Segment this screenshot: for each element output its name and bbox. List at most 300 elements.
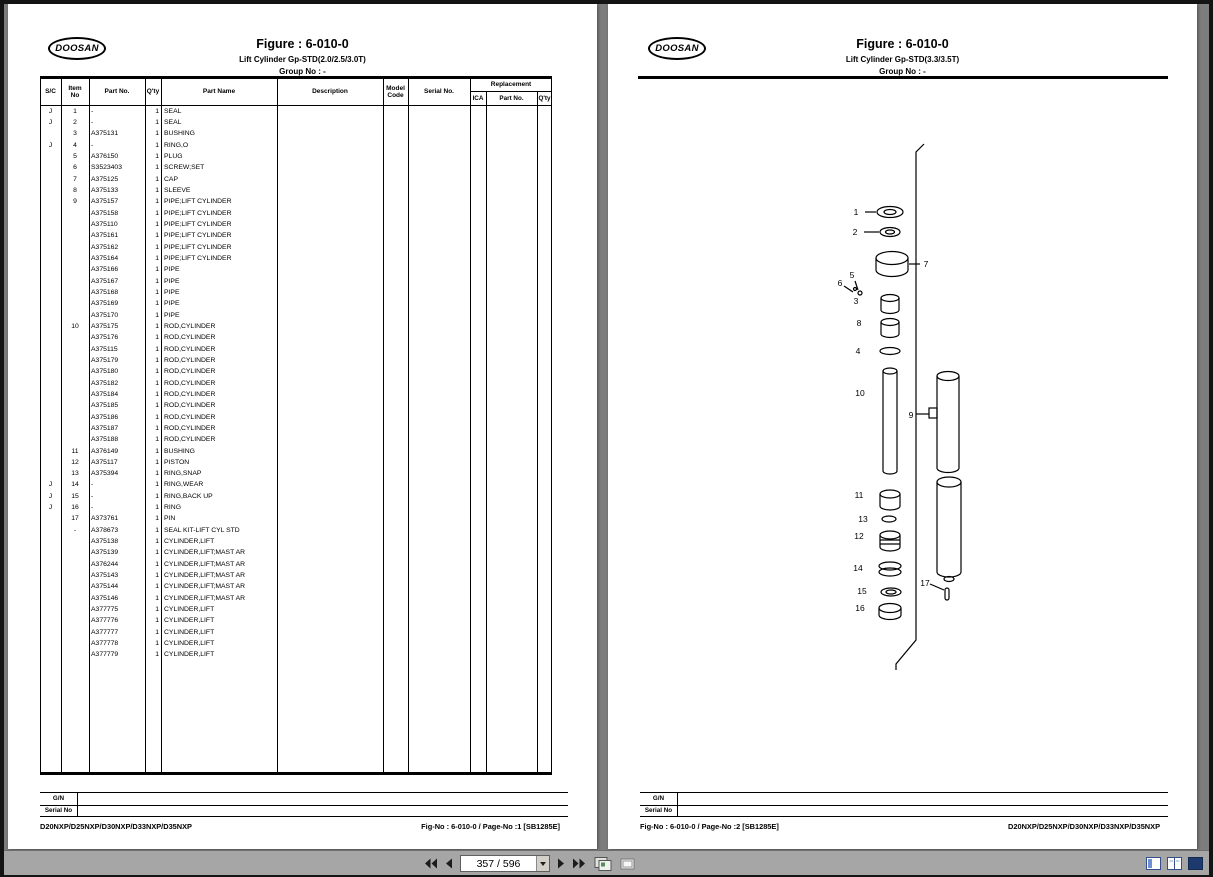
- cell-part: -: [91, 107, 94, 115]
- cell-qty: 1: [155, 209, 159, 217]
- cell-part: A375157: [91, 198, 119, 206]
- cell-qty: 1: [155, 538, 159, 546]
- diagram-item-number: 13: [858, 514, 868, 524]
- facing-pages-icon: [1167, 857, 1182, 870]
- cell-part: A375138: [91, 538, 119, 546]
- table-row: [40, 638, 552, 649]
- cell-name: CYLINDER,LIFT;MAST AR: [164, 572, 246, 580]
- cell-name: BUSHING: [164, 130, 195, 138]
- cell-name: ROD,CYLINDER: [164, 334, 216, 342]
- table-row: [40, 559, 552, 570]
- cell-part: A375144: [91, 583, 119, 591]
- cell-qty: 1: [155, 368, 159, 376]
- cell-name: CYLINDER,LIFT: [164, 606, 215, 614]
- cell-item: 15: [71, 492, 79, 500]
- cell-qty: 1: [155, 628, 159, 636]
- table-row: [40, 570, 552, 581]
- cell-name: CYLINDER,LIFT;MAST AR: [164, 583, 246, 591]
- table-row: [40, 151, 552, 162]
- table-row: [40, 129, 552, 140]
- cell-qty: 1: [155, 266, 159, 274]
- table-row: [40, 197, 552, 208]
- cell-item: 11: [71, 447, 79, 455]
- full-page-view-button[interactable]: [1188, 856, 1203, 872]
- cell-qty: 1: [155, 481, 159, 489]
- table-row: [40, 367, 552, 378]
- cell-part: A375146: [91, 594, 119, 602]
- table-row: [40, 219, 552, 230]
- cell-part: -: [91, 141, 94, 149]
- cell-name: PIPE: [164, 266, 180, 274]
- cell-item: 13: [71, 470, 79, 478]
- lift-cylinder-exploded-diagram: [608, 4, 1197, 784]
- cell-sc: J: [48, 118, 53, 126]
- fig-page-ref: Fig-No : 6-010-0 / Page-No :1 [SB1285E]: [421, 822, 560, 831]
- cell-part: -: [91, 118, 94, 126]
- cell-qty: 1: [155, 322, 159, 330]
- table-row: [40, 582, 552, 593]
- cell-item: 16: [71, 504, 79, 512]
- cell-item: 7: [73, 175, 77, 183]
- cell-qty: 1: [155, 164, 159, 172]
- cell-name: ROD,CYLINDER: [164, 413, 216, 421]
- table-body: [40, 106, 552, 661]
- group-no: Group No : -: [279, 67, 326, 76]
- cell-name: CAP: [164, 175, 178, 183]
- cell-qty: 1: [155, 594, 159, 602]
- table-row: [40, 117, 552, 128]
- figure-subtitle: Lift Cylinder Gp-STD(3.3/3.5T): [845, 55, 960, 64]
- col-header-replacement-group: [470, 79, 552, 105]
- table-row: [40, 344, 552, 355]
- cell-item: 5: [73, 152, 77, 160]
- cell-part: A375187: [91, 424, 119, 432]
- cell-part: A375143: [91, 572, 119, 580]
- cell-name: CYLINDER,LIFT: [164, 617, 215, 625]
- cell-name: ROD,CYLINDER: [164, 368, 216, 376]
- cell-name: PIPE;LIFT CYLINDER: [164, 254, 232, 262]
- models-footer: D20NXP/D25NXP/D30NXP/D33NXP/D35NXP: [40, 822, 192, 831]
- table-row: [40, 231, 552, 242]
- table-row: [40, 140, 552, 151]
- cell-qty: 1: [155, 640, 159, 648]
- page-dropdown-button[interactable]: [536, 856, 549, 871]
- cell-name: PIPE;LIFT CYLINDER: [164, 198, 232, 206]
- cell-name: ROD,CYLINDER: [164, 424, 216, 432]
- cell-name: PIN: [164, 515, 176, 523]
- cell-item: 6: [73, 164, 77, 172]
- diagram-item-number: 11: [854, 490, 864, 500]
- diagram-item-number: 9: [908, 410, 914, 420]
- page-left: [8, 4, 597, 849]
- cell-item: 2: [73, 118, 77, 126]
- cell-name: CYLINDER,LIFT;MAST AR: [164, 560, 246, 568]
- cell-name: SLEEVE: [164, 186, 191, 194]
- cell-item: 8: [73, 186, 77, 194]
- cell-qty: 1: [155, 549, 159, 557]
- capture-page-icon: [593, 856, 612, 871]
- cell-name: PIPE: [164, 288, 180, 296]
- cell-name: RING,BACK UP: [164, 492, 213, 500]
- cell-name: CYLINDER,LIFT: [164, 640, 215, 648]
- prev-page-button[interactable]: [445, 856, 453, 872]
- cell-part: A375110: [91, 220, 118, 228]
- cell-qty: 1: [155, 504, 159, 512]
- table-header-row: [40, 79, 552, 105]
- fig-page-ref: Fig-No : 6-010-0 / Page-No :2 [SB1285E]: [640, 822, 779, 831]
- cell-item: 14: [71, 481, 79, 489]
- table-row: [40, 355, 552, 366]
- cell-name: CYLINDER,LIFT: [164, 628, 215, 636]
- cell-part: A376244: [91, 560, 119, 568]
- table-row: [40, 650, 552, 661]
- col-header-part-no: Part No.: [104, 88, 130, 96]
- cell-item: 9: [73, 198, 77, 206]
- cell-qty: 1: [155, 277, 159, 285]
- doosan-logo-text: DOOSAN: [55, 43, 99, 54]
- cell-part: A378673: [91, 526, 119, 534]
- diagram-item-number: 8: [856, 318, 862, 328]
- cell-name: PLUG: [164, 152, 183, 160]
- first-page-icon: [424, 858, 438, 869]
- cell-part: A375188: [91, 436, 119, 444]
- cell-part: A375131: [91, 130, 119, 138]
- cell-qty: 1: [155, 492, 159, 500]
- cell-part: A375139: [91, 549, 119, 557]
- table-row: [40, 174, 552, 185]
- table-row: [40, 265, 552, 276]
- cell-part: A377779: [91, 651, 119, 659]
- cell-part: A375170: [91, 311, 119, 319]
- col-header-sc: S/C: [45, 88, 56, 96]
- cell-qty: 1: [155, 515, 159, 523]
- cell-qty: 1: [155, 254, 159, 262]
- cell-name: PISTON: [164, 458, 190, 466]
- cell-qty: 1: [155, 470, 159, 478]
- col-header-item-no: Item No: [68, 84, 82, 99]
- cell-qty: 1: [155, 288, 159, 296]
- cell-name: CYLINDER,LIFT;MAST AR: [164, 549, 246, 557]
- cell-part: A375117: [91, 458, 118, 466]
- cell-name: ROD,CYLINDER: [164, 402, 216, 410]
- cell-sc: J: [48, 141, 53, 149]
- page-navigation: [424, 851, 636, 876]
- gn-serial-box: [40, 792, 568, 817]
- table-row: [40, 299, 552, 310]
- cell-part: A375167: [91, 277, 119, 285]
- cell-qty: 1: [155, 526, 159, 534]
- cell-qty: 1: [155, 617, 159, 625]
- cell-qty: 1: [155, 300, 159, 308]
- diagram-item-number: 1: [853, 207, 859, 217]
- cell-qty: 1: [155, 458, 159, 466]
- cell-qty: 1: [155, 118, 159, 126]
- cell-name: PIPE;LIFT CYLINDER: [164, 243, 232, 251]
- cell-part: A375180: [91, 368, 119, 376]
- cell-part: A377776: [91, 617, 119, 625]
- col-header-description: Description: [312, 88, 348, 96]
- cell-part: A375394: [91, 470, 119, 478]
- capture-page-button[interactable]: [593, 856, 612, 872]
- table-row: [40, 480, 552, 491]
- first-page-button[interactable]: [424, 856, 438, 872]
- cell-qty: 1: [155, 186, 159, 194]
- col-header-repl-qty: Q'ty: [538, 94, 551, 102]
- cell-qty: 1: [155, 379, 159, 387]
- cell-qty: 1: [155, 606, 159, 614]
- figure-subtitle: Lift Cylinder Gp-STD(2.0/2.5/3.0T): [239, 55, 366, 64]
- table-row: [40, 491, 552, 502]
- table-row: [40, 389, 552, 400]
- gn-label: G/N: [652, 795, 665, 802]
- cell-part: A375179: [91, 356, 119, 364]
- page-right: [608, 4, 1197, 849]
- cell-qty: 1: [155, 436, 159, 444]
- cell-qty: 1: [155, 130, 159, 138]
- diagram-item-number: 7: [923, 259, 929, 269]
- diagram-item-number: 3: [853, 296, 859, 306]
- col-header-model-code: Model Code: [386, 84, 405, 99]
- cell-qty: 1: [155, 334, 159, 342]
- diagram-item-number: 15: [857, 586, 867, 596]
- cell-name: PIPE: [164, 311, 180, 319]
- cell-name: PIPE;LIFT CYLINDER: [164, 220, 232, 228]
- cell-name: RING: [164, 504, 181, 512]
- facing-pages-view-button[interactable]: [1167, 856, 1182, 872]
- cell-sc: J: [48, 492, 53, 500]
- view-options: [1146, 851, 1203, 876]
- cell-item: 1: [73, 107, 77, 115]
- cell-name: ROD,CYLINDER: [164, 356, 216, 364]
- table-row: [40, 321, 552, 332]
- diagram-item-number: 14: [853, 563, 863, 573]
- cell-part: A375133: [91, 186, 119, 194]
- cell-item: 3: [73, 130, 77, 138]
- next-page-icon: [557, 858, 565, 869]
- figure-title: Figure : 6-010-0: [256, 37, 349, 51]
- cell-part: A377778: [91, 640, 119, 648]
- cell-part: A375164: [91, 254, 119, 262]
- table-row: [40, 276, 552, 287]
- col-header-ica: ICA: [472, 94, 484, 102]
- cell-part: A376149: [91, 447, 119, 455]
- cell-part: A373761: [91, 515, 119, 523]
- cell-name: BUSHING: [164, 447, 195, 455]
- cell-qty: 1: [155, 243, 159, 251]
- cell-item: 10: [71, 322, 79, 330]
- cell-name: SCREW;SET: [164, 164, 205, 172]
- cell-name: SEAL: [164, 107, 182, 115]
- col-header-repl-part-no: Part No.: [499, 94, 524, 102]
- col-header-replacement: Replacement: [490, 81, 532, 88]
- cell-name: ROD,CYLINDER: [164, 322, 216, 330]
- col-header-serial-no: Serial No.: [424, 88, 454, 96]
- table-row: [40, 163, 552, 174]
- table-row: [40, 401, 552, 412]
- pages-panel-icon: [1146, 857, 1161, 870]
- cell-qty: 1: [155, 424, 159, 432]
- cell-part: A375184: [91, 390, 119, 398]
- doosan-logo-text: DOOSAN: [655, 43, 699, 54]
- cell-qty: 1: [155, 390, 159, 398]
- cell-part: A375115: [91, 345, 118, 353]
- table-row: [40, 287, 552, 298]
- document-canvas: [4, 4, 1209, 850]
- diagram-item-number: 12: [854, 531, 864, 541]
- prev-page-icon: [445, 858, 453, 869]
- cell-name: ROD,CYLINDER: [164, 436, 216, 444]
- serial-no-label: Serial No: [644, 807, 673, 814]
- cell-item: 17: [71, 515, 79, 523]
- diagram-item-number: 17: [920, 578, 930, 588]
- cell-name: ROD,CYLINDER: [164, 379, 216, 387]
- cell-part: -: [91, 481, 94, 489]
- cell-part: A377777: [91, 628, 119, 636]
- cell-part: A375168: [91, 288, 119, 296]
- figure-title: Figure : 6-010-0: [856, 37, 949, 51]
- cell-name: PIPE;LIFT CYLINDER: [164, 232, 232, 240]
- cell-sc: J: [48, 107, 53, 115]
- table-row: [40, 310, 552, 321]
- cell-qty: 1: [155, 560, 159, 568]
- cell-part: A375176: [91, 334, 119, 342]
- cell-part: A375161: [91, 232, 119, 240]
- diagram-item-number: 5: [849, 270, 855, 280]
- cell-sc: J: [48, 481, 53, 489]
- table-row: [40, 514, 552, 525]
- cell-name: CYLINDER,LIFT: [164, 651, 215, 659]
- cell-qty: 1: [155, 572, 159, 580]
- cell-qty: 1: [155, 175, 159, 183]
- chevron-down-icon: [540, 862, 546, 866]
- diagram-item-number: 6: [837, 278, 843, 288]
- cell-name: SEAL: [164, 118, 182, 126]
- parts-table: [40, 76, 552, 775]
- table-row: [40, 627, 552, 638]
- copy-page-button[interactable]: [619, 856, 636, 872]
- cell-part: A375182: [91, 379, 119, 387]
- table-row: [40, 502, 552, 513]
- cell-item: -: [73, 526, 77, 534]
- cell-name: CYLINDER,LIFT: [164, 538, 215, 546]
- cell-name: RING,WEAR: [164, 481, 204, 489]
- cell-part: S3523403: [91, 164, 122, 172]
- cell-name: RING,SNAP: [164, 470, 202, 478]
- table-row: [40, 253, 552, 264]
- cell-part: A375125: [91, 175, 119, 183]
- col-header-qty: Q'ty: [146, 88, 160, 96]
- last-page-icon: [572, 858, 586, 869]
- diagram-item-number: 16: [855, 603, 865, 613]
- cell-item: 4: [73, 141, 77, 149]
- cell-part: A377775: [91, 606, 119, 614]
- models-footer: D20NXP/D25NXP/D30NXP/D33NXP/D35NXP: [1008, 822, 1160, 831]
- cell-name: SEAL KIT-LIFT CYL STD: [164, 526, 240, 534]
- cell-qty: 1: [155, 232, 159, 240]
- table-row: [40, 378, 552, 389]
- table-row: [40, 185, 552, 196]
- cell-name: PIPE: [164, 300, 180, 308]
- gn-label: G/N: [52, 795, 65, 802]
- cell-part: A375169: [91, 300, 119, 308]
- cell-part: A375186: [91, 413, 119, 421]
- diagram-item-number: 2: [852, 227, 858, 237]
- table-row: [40, 208, 552, 219]
- page-select[interactable]: [460, 855, 550, 872]
- cell-part: A375175: [91, 322, 119, 330]
- cell-qty: 1: [155, 141, 159, 149]
- cell-qty: 1: [155, 107, 159, 115]
- cell-item: 12: [71, 458, 79, 466]
- cell-qty: 1: [155, 220, 159, 228]
- next-page-button[interactable]: [557, 856, 565, 872]
- table-bottom-border: [40, 772, 552, 775]
- last-page-button[interactable]: [572, 856, 586, 872]
- cell-qty: 1: [155, 311, 159, 319]
- table-row: [40, 536, 552, 547]
- viewer-toolbar: [4, 850, 1209, 875]
- col-header-part-name: Part Name: [202, 88, 236, 96]
- table-row: [40, 106, 552, 117]
- cell-qty: 1: [155, 447, 159, 455]
- table-row: [40, 446, 552, 457]
- diagram-item-number: 4: [855, 346, 861, 356]
- table-row: [40, 435, 552, 446]
- full-page-view-icon: [1188, 857, 1203, 870]
- table-row: [40, 333, 552, 344]
- cell-qty: 1: [155, 152, 159, 160]
- serial-no-label: Serial No: [44, 807, 73, 814]
- table-row: [40, 457, 552, 468]
- gn-serial-box: [640, 792, 1168, 817]
- diagram-item-number: 10: [855, 388, 865, 398]
- cell-part: -: [91, 492, 94, 500]
- cell-name: CYLINDER,LIFT;MAST AR: [164, 594, 246, 602]
- cell-name: ROD,CYLINDER: [164, 390, 216, 398]
- page-indicator-input[interactable]: [461, 856, 536, 871]
- table-row: [40, 616, 552, 627]
- cell-part: A375185: [91, 402, 119, 410]
- cell-part: -: [91, 504, 94, 512]
- cell-name: RING,O: [164, 141, 189, 149]
- pages-panel-button[interactable]: [1146, 856, 1161, 872]
- cell-name: PIPE: [164, 277, 180, 285]
- cell-sc: J: [48, 504, 53, 512]
- cell-qty: 1: [155, 345, 159, 353]
- cell-part: A375162: [91, 243, 119, 251]
- cell-part: A376150: [91, 152, 119, 160]
- cell-qty: 1: [155, 356, 159, 364]
- cell-name: PIPE;LIFT CYLINDER: [164, 209, 232, 217]
- cell-qty: 1: [155, 198, 159, 206]
- copy-page-icon: [619, 857, 636, 871]
- cell-part: A375166: [91, 266, 119, 274]
- cell-qty: 1: [155, 583, 159, 591]
- table-row: [40, 423, 552, 434]
- group-no: Group No : -: [879, 67, 926, 76]
- table-row: [40, 469, 552, 480]
- cell-qty: 1: [155, 413, 159, 421]
- table-row: [40, 412, 552, 423]
- cell-qty: 1: [155, 402, 159, 410]
- table-row: [40, 525, 552, 536]
- table-row: [40, 242, 552, 253]
- cell-part: A375158: [91, 209, 119, 217]
- table-row: [40, 548, 552, 559]
- cell-qty: 1: [155, 651, 159, 659]
- table-row: [40, 593, 552, 604]
- cell-name: ROD,CYLINDER: [164, 345, 216, 353]
